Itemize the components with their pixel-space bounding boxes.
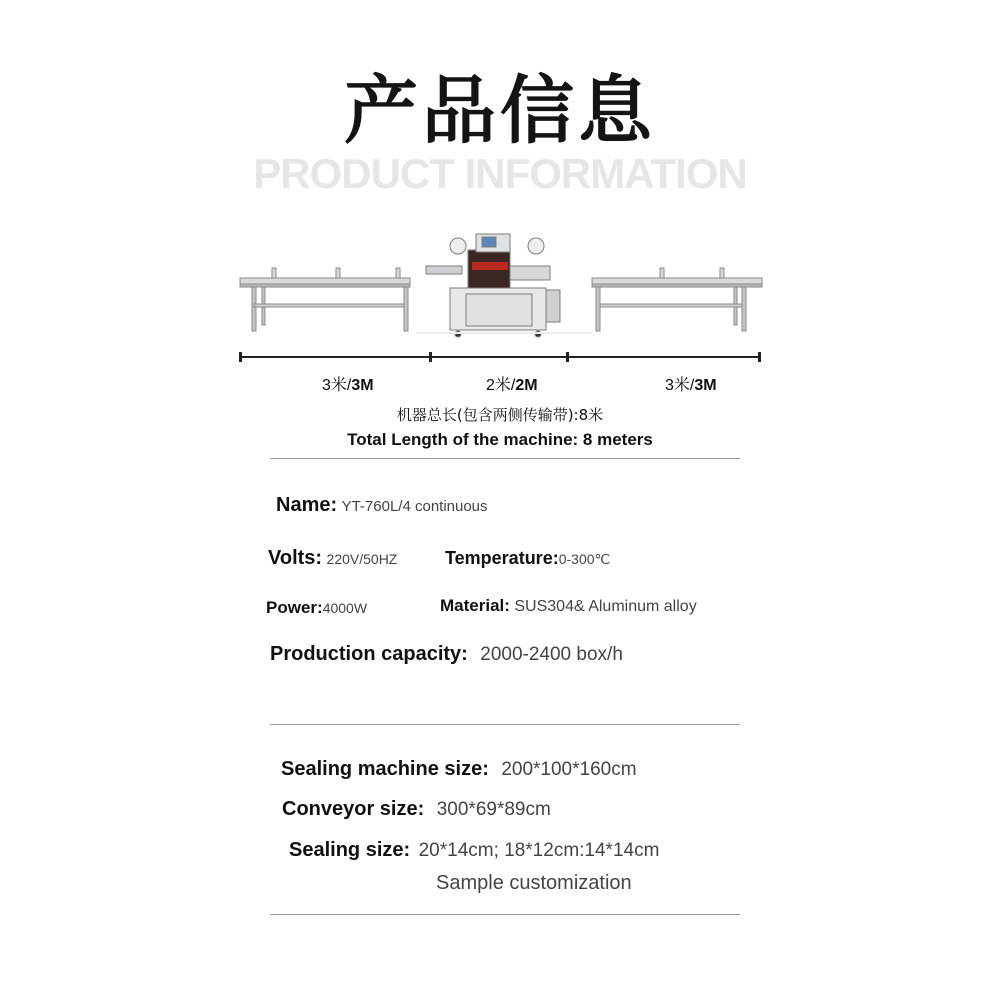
spec-material	[440, 596, 697, 616]
machine-image	[236, 228, 766, 348]
dimension-tick	[566, 352, 569, 362]
size-sealing	[289, 839, 659, 862]
left-conveyor	[240, 268, 410, 331]
size-label: Sealing machine size:	[281, 758, 489, 780]
spec-label: Power:	[266, 598, 323, 617]
size-conveyor	[282, 798, 551, 821]
size-value: 200*100*160cm	[501, 759, 637, 780]
spec-value: 0-300℃	[558, 551, 611, 567]
total-length-chinese: 机器总长(包含两侧传输带):8米	[396, 406, 604, 424]
spec-value: 220V/50HZ	[326, 551, 398, 567]
spec-value: SUS304& Aluminum alloy	[514, 598, 697, 615]
dimension-line	[240, 356, 760, 358]
segment-label-left: 3米/3M	[322, 377, 374, 394]
dimension-tick	[239, 352, 242, 362]
spec-power	[266, 598, 367, 618]
right-conveyor	[592, 268, 762, 331]
spec-volts	[268, 547, 397, 570]
size-sealing-machine	[281, 758, 637, 781]
size-label: Sealing size:	[289, 839, 411, 861]
spec-temperature	[445, 548, 610, 569]
spec-name	[276, 494, 488, 517]
sealing-machine-body	[426, 234, 560, 337]
spec-label: Name:	[276, 494, 338, 516]
spec-value: YT-760L/4 continuous	[341, 498, 488, 515]
spec-label: Material:	[440, 596, 510, 615]
segment-label-center: 2米/2M	[486, 377, 538, 394]
segment-label-right: 3米/3M	[665, 377, 717, 394]
dimension-tick	[429, 352, 432, 362]
dimension-tick	[758, 352, 761, 362]
total-length-english: Total Length of the machine: 8 meters	[347, 430, 653, 449]
divider	[270, 914, 740, 915]
page-title-english: PRODUCT INFORMATION	[253, 150, 747, 197]
spec-value: 4000W	[322, 600, 368, 616]
spec-capacity	[270, 643, 623, 666]
spec-label: Temperature:	[445, 548, 559, 568]
spec-value: 2000-2400 box/h	[480, 644, 623, 665]
size-label: Conveyor size:	[282, 798, 425, 820]
size-value: 20*14cm; 18*12cm:14*14cm	[418, 840, 660, 861]
size-value: 300*69*89cm	[436, 799, 551, 820]
spec-label: Volts:	[268, 547, 323, 569]
spec-label: Production capacity:	[270, 643, 468, 665]
divider	[270, 458, 740, 459]
page-title-chinese: 产品信息	[344, 68, 656, 154]
divider	[270, 724, 740, 725]
customization-note: Sample customization	[436, 872, 632, 894]
